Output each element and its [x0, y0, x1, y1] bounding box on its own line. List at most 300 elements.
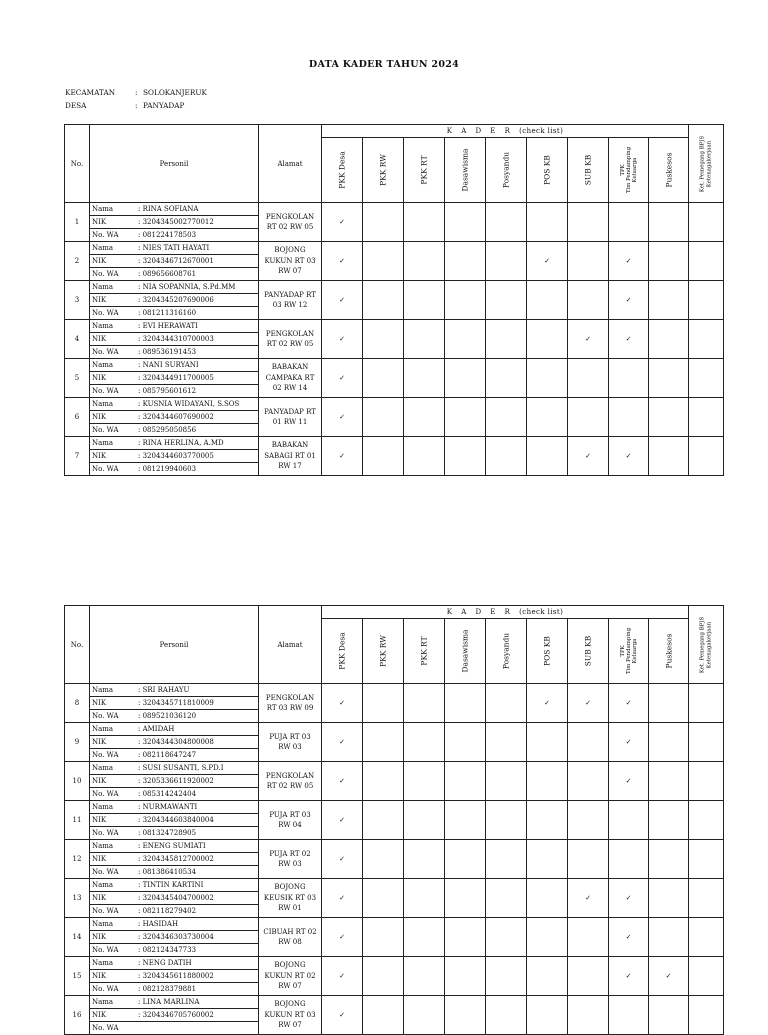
personil-cell — [90, 437, 259, 476]
column-header — [363, 619, 404, 684]
kader-checklist-note: (check list) — [519, 608, 564, 616]
personil-nama-value: : RINA HERLINA, A.MD — [136, 437, 258, 450]
meta-line — [65, 101, 184, 110]
empty-check-cell — [486, 918, 527, 957]
header-ket — [689, 606, 724, 684]
empty-check-cell — [445, 801, 486, 840]
personil-nik-value: : 3204344304800008 — [136, 736, 258, 749]
personil-nik-value: : 3204345002770012 — [136, 216, 258, 229]
personil-nama-label: Nama — [90, 996, 136, 1009]
personil-nik-label: NIK — [90, 294, 136, 307]
personil-wa-value: : 089656608761 — [138, 270, 197, 278]
empty-check-cell — [527, 801, 568, 840]
empty-check-cell — [404, 242, 445, 281]
check-mark-cell: ✓ — [527, 684, 568, 723]
empty-check-cell — [649, 281, 689, 320]
personil-wa-value: : 081224178503 — [138, 231, 197, 239]
alamat-cell: PANYADAP RT 03 RW 12 — [259, 281, 322, 320]
personil-nama-line — [90, 320, 258, 333]
check-mark-cell: ✓ — [322, 398, 363, 437]
empty-check-cell — [363, 203, 404, 242]
personil-nama-value: : LINA MARLINA — [136, 996, 258, 1009]
ket-cell — [689, 320, 724, 359]
personil-details — [90, 762, 258, 800]
check-mark-cell: ✓ — [609, 242, 649, 281]
personil-nama-label: Nama — [90, 281, 136, 294]
personil-nik-label: NIK — [90, 853, 136, 866]
empty-check-cell — [486, 762, 527, 801]
personil-nik-value: : 3204345611880002 — [136, 970, 258, 983]
personil-details — [90, 723, 258, 761]
personil-nik-value: : 3204345812700002 — [136, 853, 258, 866]
personil-wa-label: No. WA — [92, 465, 119, 473]
column-header-label: Dasawisma — [460, 148, 470, 192]
row-number: 15 — [65, 957, 90, 996]
document-title: DATA KADER TAHUN 2024 — [308, 59, 460, 70]
empty-check-cell — [445, 203, 486, 242]
personil-wa-label: No. WA — [92, 231, 119, 239]
check-mark-cell: ✓ — [322, 359, 363, 398]
check-mark-cell: ✓ — [609, 684, 649, 723]
personil-nama-line — [90, 996, 258, 1009]
empty-check-cell — [649, 879, 689, 918]
personil-cell — [90, 957, 259, 996]
empty-check-cell — [527, 203, 568, 242]
empty-check-cell — [486, 684, 527, 723]
empty-check-cell — [486, 437, 527, 476]
personil-cell — [90, 762, 259, 801]
personil-cell — [90, 359, 259, 398]
personil-nama-line — [90, 359, 258, 372]
column-header — [609, 138, 649, 203]
personil-details — [90, 918, 258, 956]
empty-check-cell — [609, 398, 649, 437]
personil-wa-value: : 089536191453 — [138, 348, 197, 356]
check-mark-cell: ✓ — [322, 840, 363, 879]
empty-check-cell — [527, 281, 568, 320]
ket-cell — [689, 801, 724, 840]
personil-details — [90, 398, 258, 436]
empty-check-cell — [649, 203, 689, 242]
alamat-cell: PENGKOLAN RT 03 RW 09 — [259, 684, 322, 723]
row-number: 5 — [65, 359, 90, 398]
empty-check-cell — [568, 918, 609, 957]
personil-wa-line — [90, 866, 258, 879]
personil-nama-label: Nama — [90, 840, 136, 853]
empty-check-cell — [568, 359, 609, 398]
table-row — [65, 957, 724, 996]
alamat-cell: BOJONG KUKUN RT 03 RW 07 — [259, 242, 322, 281]
empty-check-cell — [527, 840, 568, 879]
personil-nik-value: : 3204344310700003 — [136, 333, 258, 346]
personil-nik-label: NIK — [90, 775, 136, 788]
personil-nik-line — [90, 697, 258, 710]
personil-nama-line — [90, 918, 258, 931]
personil-nik-label: NIK — [90, 372, 136, 385]
row-number: 3 — [65, 281, 90, 320]
empty-check-cell — [445, 957, 486, 996]
column-header — [322, 619, 363, 684]
empty-check-cell — [445, 996, 486, 1035]
empty-check-cell — [404, 801, 445, 840]
empty-check-cell — [649, 320, 689, 359]
personil-nama-label: Nama — [90, 723, 136, 736]
column-header-label: Dasawisma — [460, 629, 470, 673]
empty-check-cell — [363, 437, 404, 476]
personil-nama-value: : HASIDAH — [136, 918, 258, 931]
personil-nik-value: : 3204346705760002 — [136, 1009, 258, 1022]
empty-check-cell — [445, 437, 486, 476]
empty-check-cell — [527, 762, 568, 801]
ket-cell — [689, 879, 724, 918]
empty-check-cell — [486, 398, 527, 437]
header-alamat: Alamat — [259, 125, 322, 203]
alamat-cell: PUJA RT 03 RW 04 — [259, 801, 322, 840]
personil-nama-line — [90, 957, 258, 970]
personil-nik-line — [90, 333, 258, 346]
kader-table — [64, 124, 724, 476]
personil-wa-value: : 081211316160 — [138, 309, 197, 317]
personil-nik-label: NIK — [90, 736, 136, 749]
column-header — [404, 138, 445, 203]
personil-nik-label: NIK — [90, 216, 136, 229]
personil-nik-line — [90, 853, 258, 866]
check-mark-cell: ✓ — [322, 801, 363, 840]
check-mark-cell: ✓ — [322, 203, 363, 242]
personil-nik-line — [90, 1009, 258, 1022]
empty-check-cell — [486, 242, 527, 281]
empty-check-cell — [404, 437, 445, 476]
empty-check-cell — [568, 242, 609, 281]
table-row — [65, 320, 724, 359]
empty-check-cell — [404, 398, 445, 437]
column-header — [527, 138, 568, 203]
table-row — [65, 242, 724, 281]
column-header-label: Posyandu — [501, 151, 511, 189]
table-row — [65, 801, 724, 840]
empty-check-cell — [363, 281, 404, 320]
alamat-cell: BABAKAN SABAGI RT 01 RW 17 — [259, 437, 322, 476]
empty-check-cell — [363, 320, 404, 359]
empty-check-cell — [445, 918, 486, 957]
personil-nik-line — [90, 372, 258, 385]
empty-check-cell — [486, 879, 527, 918]
alamat-cell: PANYADAP RT 01 RW 11 — [259, 398, 322, 437]
empty-check-cell — [568, 281, 609, 320]
empty-check-cell — [649, 801, 689, 840]
personil-nik-line — [90, 970, 258, 983]
personil-nik-value: : 3204344911700005 — [136, 372, 258, 385]
personil-details — [90, 242, 258, 280]
empty-check-cell — [609, 840, 649, 879]
check-mark-cell: ✓ — [609, 320, 649, 359]
personil-nama-value: : TINTIN KARTINI — [136, 879, 258, 892]
empty-check-cell — [527, 879, 568, 918]
ket-cell — [689, 684, 724, 723]
check-mark-cell: ✓ — [609, 437, 649, 476]
personil-wa-value: : 082128379881 — [138, 985, 197, 993]
personil-nama-value: : ENENG SUMIATI — [136, 840, 258, 853]
personil-cell — [90, 203, 259, 242]
column-header-label: PKK Desa — [337, 632, 347, 670]
check-mark-cell: ✓ — [322, 684, 363, 723]
table-row — [65, 684, 724, 723]
column-header — [486, 138, 527, 203]
personil-wa-label: No. WA — [92, 790, 119, 798]
personil-nik-line — [90, 294, 258, 307]
check-mark-cell: ✓ — [527, 242, 568, 281]
meta-colon: : — [135, 88, 138, 97]
personil-details — [90, 684, 258, 722]
personil-nama-value: : RINA SOFIANA — [136, 203, 258, 216]
ket-cell — [689, 918, 724, 957]
personil-nama-line — [90, 723, 258, 736]
personil-wa-line — [90, 346, 258, 359]
empty-check-cell — [649, 762, 689, 801]
meta-label: KECAMATAN — [65, 88, 116, 97]
column-header — [609, 619, 649, 684]
table-row — [65, 437, 724, 476]
meta-value: PANYADAP — [143, 101, 185, 110]
check-mark-cell: ✓ — [609, 879, 649, 918]
check-mark-cell: ✓ — [609, 281, 649, 320]
personil-cell — [90, 684, 259, 723]
row-number: 1 — [65, 203, 90, 242]
personil-details — [90, 281, 258, 319]
ket-cell — [689, 242, 724, 281]
personil-details — [90, 957, 258, 995]
ket-cell — [689, 359, 724, 398]
personil-nama-label: Nama — [90, 957, 136, 970]
empty-check-cell — [568, 762, 609, 801]
personil-wa-value: : 081324728905 — [138, 829, 197, 837]
empty-check-cell — [486, 840, 527, 879]
empty-check-cell — [363, 398, 404, 437]
personil-nik-value: : 3204345711810009 — [136, 697, 258, 710]
empty-check-cell — [649, 723, 689, 762]
personil-wa-label: No. WA — [92, 270, 119, 278]
personil-cell — [90, 723, 259, 762]
empty-check-cell — [445, 281, 486, 320]
header-kader — [322, 125, 689, 138]
empty-check-cell — [445, 879, 486, 918]
check-mark-cell: ✓ — [322, 437, 363, 476]
personil-nama-value: : SRI RAHAYU — [136, 684, 258, 697]
row-number: 13 — [65, 879, 90, 918]
personil-wa-label: No. WA — [92, 985, 119, 993]
personil-cell — [90, 281, 259, 320]
empty-check-cell — [568, 996, 609, 1035]
personil-nama-label: Nama — [90, 398, 136, 411]
personil-nama-value: : KUSNIA WIDAYANI, S.SOS — [136, 398, 258, 411]
empty-check-cell — [404, 879, 445, 918]
ket-cell — [689, 203, 724, 242]
personil-wa-line — [90, 463, 258, 476]
row-number: 8 — [65, 684, 90, 723]
personil-nama-line — [90, 437, 258, 450]
row-number: 6 — [65, 398, 90, 437]
row-number: 9 — [65, 723, 90, 762]
personil-details — [90, 203, 258, 241]
personil-nama-line — [90, 398, 258, 411]
personil-nik-value: : 3204344603770005 — [136, 450, 258, 463]
row-number: 7 — [65, 437, 90, 476]
table-row — [65, 879, 724, 918]
check-mark-cell: ✓ — [568, 437, 609, 476]
ket-cell — [689, 996, 724, 1035]
empty-check-cell — [649, 918, 689, 957]
empty-check-cell — [486, 957, 527, 996]
personil-nama-value: : SUSI SUSANTI, S.PD.I — [136, 762, 258, 775]
personil-cell — [90, 242, 259, 281]
personil-wa-line — [90, 749, 258, 762]
empty-check-cell — [445, 684, 486, 723]
empty-check-cell — [404, 996, 445, 1035]
empty-check-cell — [445, 398, 486, 437]
ket-cell — [689, 723, 724, 762]
empty-check-cell — [404, 359, 445, 398]
column-header-label: Ket. Pemegang BPJS Ketenagakerjaan — [699, 135, 712, 192]
personil-nik-value: : 3204344607690002 — [136, 411, 258, 424]
alamat-cell: PENGKOLAN RT 02 RW 05 — [259, 762, 322, 801]
personil-nik-value: : 3204345207690006 — [136, 294, 258, 307]
check-mark-cell: ✓ — [322, 918, 363, 957]
empty-check-cell — [363, 957, 404, 996]
empty-check-cell — [445, 242, 486, 281]
check-mark-cell: ✓ — [322, 879, 363, 918]
empty-check-cell — [363, 242, 404, 281]
row-number: 4 — [65, 320, 90, 359]
personil-nik-line — [90, 931, 258, 944]
alamat-cell: PENGKOLAN RT 02 RW 05 — [259, 203, 322, 242]
check-mark-cell: ✓ — [649, 957, 689, 996]
kader-checklist-note: (check list) — [519, 127, 564, 135]
personil-cell — [90, 320, 259, 359]
empty-check-cell — [568, 203, 609, 242]
personil-nik-label: NIK — [90, 970, 136, 983]
personil-wa-line — [90, 905, 258, 918]
kader-table — [64, 605, 724, 1035]
header-kader — [322, 606, 689, 619]
personil-nik-label: NIK — [90, 450, 136, 463]
empty-check-cell — [609, 359, 649, 398]
personil-nik-label: NIK — [90, 697, 136, 710]
empty-check-cell — [649, 840, 689, 879]
header-row — [65, 125, 724, 138]
check-mark-cell: ✓ — [568, 320, 609, 359]
personil-wa-value: : 085314242404 — [138, 790, 197, 798]
table-row — [65, 281, 724, 320]
column-header — [363, 138, 404, 203]
column-header-label: SUB KB — [583, 154, 593, 186]
personil-nik-label: NIK — [90, 255, 136, 268]
personil-wa-value: : 081386410534 — [138, 868, 197, 876]
personil-details — [90, 996, 258, 1034]
column-header-label: Posyandu — [501, 632, 511, 670]
empty-check-cell — [445, 320, 486, 359]
check-mark-cell: ✓ — [322, 723, 363, 762]
ket-cell — [689, 437, 724, 476]
personil-nama-value: : AMIDAH — [136, 723, 258, 736]
empty-check-cell — [486, 203, 527, 242]
column-header — [404, 619, 445, 684]
alamat-cell: BABAKAN CAMPAKA RT 02 RW 14 — [259, 359, 322, 398]
personil-wa-line — [90, 944, 258, 957]
empty-check-cell — [363, 918, 404, 957]
personil-cell — [90, 996, 259, 1035]
empty-check-cell — [363, 684, 404, 723]
empty-check-cell — [527, 437, 568, 476]
column-header-label: POS KB — [542, 636, 552, 666]
kader-title: K A D E R — [446, 608, 514, 616]
table-row — [65, 996, 724, 1035]
column-header — [649, 619, 689, 684]
personil-nama-value: : NENG DATIH — [136, 957, 258, 970]
empty-check-cell — [568, 801, 609, 840]
ket-cell — [689, 398, 724, 437]
empty-check-cell — [404, 684, 445, 723]
personil-nik-value: : 3204346303730004 — [136, 931, 258, 944]
personil-nama-label: Nama — [90, 762, 136, 775]
empty-check-cell — [486, 281, 527, 320]
column-header — [568, 619, 609, 684]
column-header-label: Puskesos — [664, 152, 673, 188]
personil-wa-value: : 082118647247 — [138, 751, 197, 759]
header-personil: Personil — [90, 606, 259, 684]
column-header-label: POS KB — [542, 155, 552, 185]
empty-check-cell — [486, 801, 527, 840]
personil-wa-label: No. WA — [92, 712, 119, 720]
personil-wa-label: No. WA — [92, 868, 119, 876]
personil-wa-label: No. WA — [92, 1024, 119, 1032]
check-mark-cell: ✓ — [322, 281, 363, 320]
column-header — [486, 619, 527, 684]
personil-nama-label: Nama — [90, 918, 136, 931]
empty-check-cell — [445, 840, 486, 879]
personil-wa-line — [90, 229, 258, 242]
empty-check-cell — [609, 996, 649, 1035]
personil-nama-line — [90, 762, 258, 775]
personil-wa-line — [90, 788, 258, 801]
row-number: 2 — [65, 242, 90, 281]
column-header-label: PKK RW — [378, 154, 388, 186]
personil-nik-line — [90, 411, 258, 424]
empty-check-cell — [649, 996, 689, 1035]
empty-check-cell — [649, 684, 689, 723]
personil-wa-line — [90, 385, 258, 398]
empty-check-cell — [363, 359, 404, 398]
column-header — [445, 138, 486, 203]
header-alamat: Alamat — [259, 606, 322, 684]
alamat-cell: PUJA RT 02 RW 03 — [259, 840, 322, 879]
table-row — [65, 359, 724, 398]
personil-wa-label: No. WA — [92, 829, 119, 837]
personil-wa-value: : 082118279402 — [138, 907, 197, 915]
personil-nama-value: : NIES TATI HAYATI — [136, 242, 258, 255]
personil-nik-label: NIK — [90, 892, 136, 905]
personil-wa-line — [90, 307, 258, 320]
personil-wa-line — [90, 268, 258, 281]
column-header-label: PKK RW — [378, 635, 388, 667]
alamat-cell: PUJA RT 03 RW 03 — [259, 723, 322, 762]
column-header — [445, 619, 486, 684]
empty-check-cell — [445, 359, 486, 398]
personil-nama-line — [90, 801, 258, 814]
check-mark-cell: ✓ — [568, 879, 609, 918]
meta-colon: : — [135, 101, 138, 110]
ket-cell — [689, 840, 724, 879]
column-header-label: TPK Tim Pendamping Keluarga — [619, 627, 638, 675]
